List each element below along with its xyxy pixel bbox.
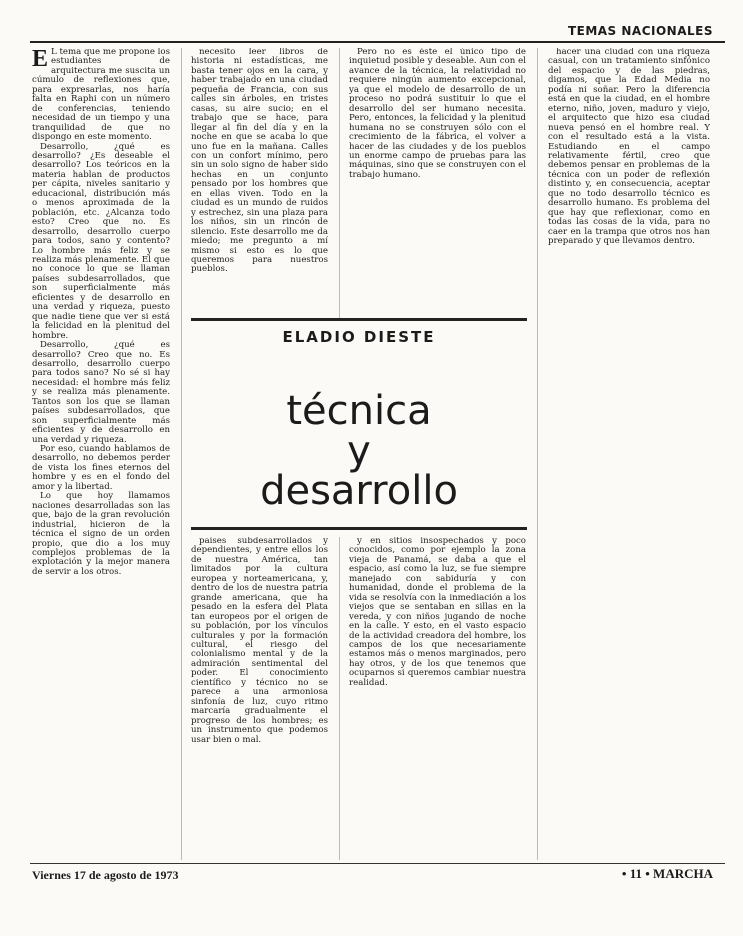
col1-paragraph-1: L tema que me propone los estudiantes de arquitectura me suscita un cúmulo de reflexiones que, para expresarlas, nos haría falta en Raphi con un número de conferencias, teniendo necesidad de un tiempo y una tranquilidad de que no dispongo en este momento. (32, 48, 170, 143)
col1-paragraph-3: Desarrollo, ¿qué es desarrollo? Creo que no. Es desarrollo, desarrollo cuerpo para todos sano? No sé si hay necesidad: el hombre más feliz y se realiza más plenamente. Tantos son los que se llaman países subdesarrollados, que son superficialmente más eficientes y de desarrollo en una verdad y riqueza. (32, 340, 170, 445)
column-3-lower (349, 537, 526, 859)
section-header: TEMAS NACIONALES (567, 24, 713, 38)
column-divider (181, 48, 182, 860)
column-3 (349, 48, 526, 340)
col4-text: hacer una ciudad con una riqueza casual, con un tratamiento sinfónico del espacio y de las piedras, digamos, que la Edad Media no podía ni soñar. Pero la diferencia está en que la ciudad, en el hombre eterno, niño, joven, maduro y viejo, el arquitecto que hizo esa ciudad nueva pensó en el hombre real. Y con el resultado está a la vista. Estudiando en el campo relativamente fértil, creo que debemos pensar en problemas de la técnica con un poder de reflexión distinto y, en consecuencia, aceptar que no todo desarrollo técnico es desarrollo humano. Es problema del que hay que reflexionar, como en todas las cosas de la vida, para no caer en la trampa que otros nos han preparado y que llevamos dentro. (548, 48, 710, 247)
column-1 (32, 48, 170, 858)
bottom-rule (30, 863, 725, 864)
column-2-lower (191, 537, 328, 859)
column-divider (339, 537, 340, 860)
column-4 (548, 48, 710, 858)
col1-paragraph-5: Lo que hoy llamamos naciones desarrolladas son las que, bajo de la gran revolución industrial, hicieron de la técnica el signo de un orden propio, que dio a los muy complejos problemas de la explotación y la mejor manera de servir a los otros. (32, 491, 170, 577)
column-divider (339, 48, 340, 318)
headline-line-2: y (347, 428, 371, 474)
issue-date: Viernes 17 de agosto de 1973 (32, 868, 179, 882)
author-name: ELADIO DIESTE (282, 328, 436, 346)
col2-text: necesito leer libros de historia ni estadísticas, me basta tener ojos en la cara, y haber trabajado en una ciudad pequeña de Francia, con sus calles sin árboles, en tristes casas, su aire sucio; en el trabajo que se hace, para llegar al fin del día y en la noche en que se acaba lo que uno fue en la mañana. Calles con un confort mínimo, pero sin un solo signo de haber sido hechas en un conjunto pensado por los hombres que en ellas viven. Todo en la ciudad es un mundo de ruidos y estrechez, sin una plaza para los niños, sin un rincón de silencio. Este desarrollo me da miedo; me pregunto a mí mismo si esto es lo que queremos para nuestros pueblos. (191, 48, 328, 275)
column-divider (537, 48, 538, 860)
headline-block (191, 318, 527, 530)
top-rule (30, 41, 725, 43)
headline-top-rule (191, 318, 527, 321)
drop-cap: E (32, 48, 49, 72)
headline-line-1: técnica (286, 388, 432, 434)
col1-paragraph-2: Desarrollo, ¿qué es desarrollo? ¿Es deseable el desarrollo? Los teóricos en la materia hablan de productos per cápita, niveles sanitario y educacional, distribución más o menos aproximada de la población, etc. ¿Alcanza todo esto? Creo que no. Es desarrollo, desarrollo cuerpo para todos, sano y contento? Lo hombre más feliz y se realiza más plenamente. El que no conoce lo que se llaman países subdesarrollados, que son superficialmente más eficientes y de desarrollo en una verdad y riqueza, puesto que nadie tiene que ver si está la felicidad en la plenitud del hombre. (32, 141, 170, 341)
headline-bottom-rule (191, 527, 527, 530)
column-2 (191, 48, 328, 360)
headline-line-3: desarrollo (260, 468, 458, 514)
col1-paragraph-4: Por eso, cuando hablamos de desarrollo, no debemos perder de vista los fines eternos del hombre y es en el fondo del amor y la libertad. (32, 444, 170, 492)
page-number: • 11 • MARCHA (621, 866, 713, 881)
col3-text: Pero no es éste el único tipo de inquietud posible y deseable. Aun con el avance de la técnica, la relatividad no requiere ningún aumento excepcional, ya que el modelo de desarrollo de un proceso no podrá sustituir lo que el desarrollo del ser humano necesita. Pero, entonces, la felicidad y la plenitud humana no se construyen sólo con el crecimiento de la fábrica, el volver a hacer de las ciudades y de los pueblos un enorme campo de pruebas para las máquinas, sino que se construyen con el trabajo humano. (349, 48, 526, 180)
col2-lower-text: países subdesarrollados y dependientes, y entre ellos los de nuestra América, tan limitados por la cultura europea y norteamericana, y, dentro de los de nuestra patria grande americana, que ha pesado en la esfera del Plata tan europeos por el origen de su población, por los vínculos culturales y por la formación cultural, el riesgo del colonialismo mental y de la admiración sentimental del poder. El conocimiento científico y técnico no se parece a una armoniosa sinfonía de luz, cuyo ritmo marcaría gradualmente el progreso de los hombres; es un instrumento que podemos usar bien o mal. (191, 537, 328, 745)
col3-lower-text: y en sitios insospechados y poco conocidos, como por ejemplo la zona vieja de Panamá, se daba a que el espacio, así como la luz, se fue siempre manejado con sabiduría y con humanidad, donde el problema de la vida se resolvía con la inmediación a los viejos que se sentaban en sillas en la vereda, y con niños jugando de noche en la calle. Y esto, en el vasto espacio de la actividad creadora del hombre, los campos de los que necesariamente estamos más o menos marginados, pero hay otros, y de los que tenemos que ocuparnos si queremos cambiar nuestra realidad. (349, 537, 526, 688)
